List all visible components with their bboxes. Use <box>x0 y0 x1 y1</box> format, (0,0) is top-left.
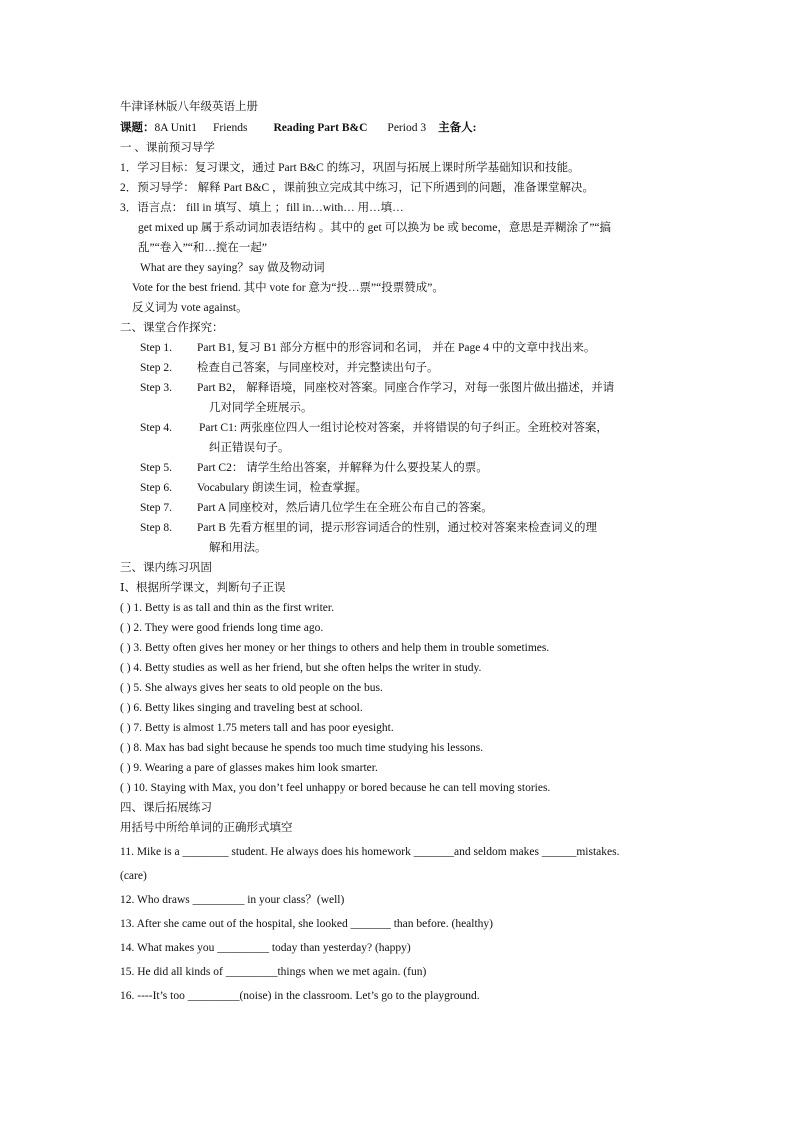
section3-title: 三、课内练习巩固 <box>120 562 212 574</box>
judge-item-4: ( ) 4. Betty studies as well as her friend, but she often helps the writer in study. <box>120 662 482 674</box>
step-3-text: Part B2， 解释语境，同座校对答案。同座合作学习，对每一张图片做出描述，并请 <box>197 382 615 394</box>
judge-item-10: ( ) 10. Staying with Max, you don’t feel unhappy or bored because he can tell moving stories. <box>120 782 551 794</box>
fill-item-11-hint: (care) <box>120 870 147 882</box>
step-1-text: Part B1, 复习 B1 部分方框中的形容词和名词， 并在 Page 4 中的文章中找出来。 <box>197 342 596 354</box>
step-2-label: Step 2. <box>140 362 172 374</box>
step-4-label: Step 4. <box>140 422 172 434</box>
section4-title: 四、课后拓展练习 <box>120 802 212 814</box>
topic-label: 课题： <box>120 122 155 134</box>
unit-label: 8A Unit1 <box>154 122 197 134</box>
section1-note2: What are they saying？say 做及物动词 <box>140 262 325 274</box>
section1-note1a: get mixed up 属于系动词加表语结构 。其中的 get 可以换为 be 或 become，意思是弄糊涂了”“搞 <box>138 222 612 234</box>
section1-title: 一 、课前预习导学 <box>120 142 215 154</box>
judge-item-9: ( ) 9. Wearing a pare of glasses makes him look smarter. <box>120 762 378 774</box>
judge-item-7: ( ) 7. Betty is almost 1.75 meters tall and has poor eyesight. <box>120 722 394 734</box>
fill-item-16: 16. ----It’s too _________(noise) in the classroom. Let’s go to the playground. <box>120 990 480 1002</box>
section1-item3: 3．语言点： fill in 填写、填上 ；fill in…with… 用…填… <box>120 202 404 214</box>
step-3-label: Step 3. <box>140 382 172 394</box>
judge-item-1: ( ) 1. Betty is as tall and thin as the first writer. <box>120 602 334 614</box>
step-7-text: Part A 同座校对，然后请几位学生在全班公布自己的答案。 <box>197 502 493 514</box>
fill-item-15: 15. He did all kinds of _________things when we met again. (fun) <box>120 966 427 978</box>
section1-item2: 2．预习导学： 解释 Part B&C ，课前独立完成其中练习，记下所遇到的问题，准备课堂解决。 <box>120 182 595 194</box>
reading-label: Reading Part B&C <box>273 122 368 134</box>
step-4-text-cont: 纠正错误句子。 <box>209 442 290 454</box>
judge-item-2: ( ) 2. They were good friends long time ago. <box>120 622 324 634</box>
step-4-text: Part C1: 两张座位四人一组讨论校对答案，并将错误的句子纠正。全班校对答案， <box>199 422 608 434</box>
section1-item1: 1．学习目标：复习课文，通过 Part B&C 的练习，巩固与拓展上课时所学基础知识和技能。 <box>120 162 580 174</box>
fill-item-12: 12. Who draws _________ in your class？(well) <box>120 894 345 906</box>
judge-item-3: ( ) 3. Betty often gives her money or her things to others and help them in trouble sometimes. <box>120 642 550 654</box>
step-1-label: Step 1. <box>140 342 172 354</box>
step-8-text: Part B 先看方框里的词，提示形容词适合的性别，通过校对答案来检查词义的理 <box>197 522 597 534</box>
section1-note4: 反义词为 vote against。 <box>132 302 248 314</box>
fill-item-14: 14. What makes you _________ today than yesterday? (happy) <box>120 942 411 954</box>
preparer-label: 主备人: <box>438 122 477 134</box>
step-6-label: Step 6. <box>140 482 172 494</box>
step-8-label: Step 8. <box>140 522 172 534</box>
judge-item-6: ( ) 6. Betty likes singing and traveling best at school. <box>120 702 363 714</box>
step-2-text: 检查自己答案，与同座校对，并完整读出句子。 <box>197 362 439 374</box>
step-8-text-cont: 解和用法。 <box>209 542 267 554</box>
section1-note3: Vote for the best friend. 其中 vote for 意为“投…票”“投票赞成”。 <box>132 282 444 294</box>
lesson-title-line <box>120 121 476 135</box>
step-3-text-cont: 几对同学全班展示。 <box>209 402 313 414</box>
fill-item-13: 13. After she came out of the hospital, she looked _______ than before. (healthy) <box>120 918 494 930</box>
fill-item-11: 11. Mike is a ________ student. He always does his homework _______and seldom makes ______mistakes. <box>120 846 620 858</box>
section4-subtitle: 用括号中所给单词的正确形式填空 <box>120 822 293 834</box>
section2-title: 二、课堂合作探究： <box>120 322 224 334</box>
friends-label: Friends <box>213 122 248 134</box>
step-6-text: Vocabulary 朗读生词，检查掌握。 <box>197 482 368 494</box>
step-7-label: Step 7. <box>140 502 172 514</box>
section1-note1b: 乱”“卷入”“和…搅在一起” <box>138 242 268 254</box>
section3-subtitle: Ⅰ、根据所学课文，判断句子正误 <box>120 582 286 594</box>
step-5-text: Part C2： 请学生给出答案，并解释为什么要投某人的票。 <box>197 462 488 474</box>
step-5-label: Step 5. <box>140 462 172 474</box>
judge-item-5: ( ) 5. She always gives her seats to old people on the bus. <box>120 682 383 694</box>
book-title: 牛津译林版八年级英语上册 <box>120 101 258 113</box>
judge-item-8: ( ) 8. Max has bad sight because he spends too much time studying his lessons. <box>120 742 484 754</box>
period-label: Period 3 <box>387 122 427 134</box>
